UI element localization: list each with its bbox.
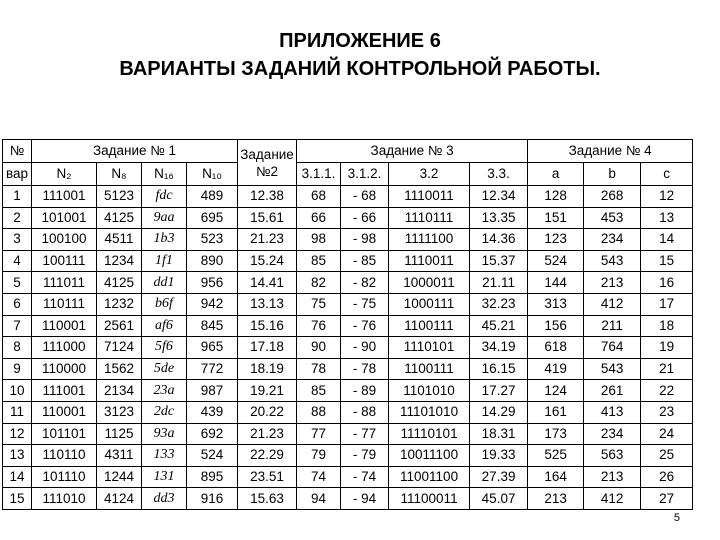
table-cell: 111001	[32, 186, 97, 208]
table-cell: 261	[584, 380, 641, 402]
header-no: №	[3, 140, 32, 163]
variant-number: 7	[3, 315, 32, 337]
header-sub: 3.3.	[470, 163, 528, 186]
table-cell: 413	[584, 401, 641, 423]
table-cell: 90	[297, 337, 341, 359]
variant-number: 13	[3, 445, 32, 467]
table-row	[3, 293, 693, 315]
table-cell: 524	[528, 250, 584, 272]
table-cell: 68	[297, 186, 341, 208]
table-cell: 1000011	[389, 272, 470, 294]
table-cell: 3123	[97, 401, 142, 423]
table-row	[3, 315, 693, 337]
table-row	[3, 358, 693, 380]
table-cell: 1244	[97, 466, 142, 488]
table-cell: 100100	[32, 229, 97, 251]
table-cell: - 66	[341, 207, 389, 229]
table-cell: 133	[142, 445, 187, 467]
table-cell: 1110011	[389, 186, 470, 208]
table-cell: 845	[187, 315, 238, 337]
variant-number: 14	[3, 466, 32, 488]
table-cell: 1100111	[389, 358, 470, 380]
variant-number: 5	[3, 272, 32, 294]
table-row	[3, 401, 693, 423]
table-cell: 965	[187, 337, 238, 359]
table-cell: 13.13	[238, 293, 297, 315]
table-cell: 1000111	[389, 293, 470, 315]
header-task4: Задание № 4	[528, 140, 693, 163]
table-cell: 88	[297, 401, 341, 423]
table-cell: 419	[528, 358, 584, 380]
table-cell: 111000	[32, 337, 97, 359]
table-cell: 5f6	[142, 337, 187, 359]
table-cell: - 77	[341, 423, 389, 445]
header-row-sub	[3, 163, 693, 186]
table-cell: 13	[641, 207, 693, 229]
table-cell: 1110111	[389, 207, 470, 229]
table-cell: 412	[584, 293, 641, 315]
table-cell: - 78	[341, 358, 389, 380]
table-cell: 123	[528, 229, 584, 251]
table-cell: 23.51	[238, 466, 297, 488]
table-cell: 942	[187, 293, 238, 315]
table-cell: - 74	[341, 466, 389, 488]
table-cell: 17.27	[470, 380, 528, 402]
table-cell: 525	[528, 445, 584, 467]
header-sub: b	[584, 163, 641, 186]
table-cell: 234	[584, 423, 641, 445]
table-cell: b6f	[142, 293, 187, 315]
table-cell: 110000	[32, 358, 97, 380]
table-cell: 11110101	[389, 423, 470, 445]
table-cell: 563	[584, 445, 641, 467]
table-cell: 213	[584, 272, 641, 294]
table-row	[3, 466, 693, 488]
table-cell: 268	[584, 186, 641, 208]
table-cell: 21.23	[238, 229, 297, 251]
table-cell: 101110	[32, 466, 97, 488]
table-row	[3, 229, 693, 251]
table-cell: 1562	[97, 358, 142, 380]
header-sub: 3.1.2.	[341, 163, 389, 186]
table-cell: 10011100	[389, 445, 470, 467]
table-cell: 25	[641, 445, 693, 467]
table-cell: - 88	[341, 401, 389, 423]
header-sub: a	[528, 163, 584, 186]
header-var: вар	[3, 163, 32, 186]
table-cell: 124	[528, 380, 584, 402]
table-cell: 27	[641, 488, 693, 510]
table-row	[3, 207, 693, 229]
table-cell: 12.34	[470, 186, 528, 208]
table-row	[3, 380, 693, 402]
table-cell: 1101010	[389, 380, 470, 402]
table-cell: 956	[187, 272, 238, 294]
table-cell: 9aa	[142, 207, 187, 229]
table-cell: 11100011	[389, 488, 470, 510]
header-sub: 3.2	[389, 163, 470, 186]
table-cell: 439	[187, 401, 238, 423]
table-cell: 45.07	[470, 488, 528, 510]
table-cell: 173	[528, 423, 584, 445]
table-cell: 4124	[97, 488, 142, 510]
table-cell: 1f1	[142, 250, 187, 272]
table-row	[3, 186, 693, 208]
table-cell: 213	[584, 466, 641, 488]
table-cell: 764	[584, 337, 641, 359]
table-cell: 4311	[97, 445, 142, 467]
table-cell: 161	[528, 401, 584, 423]
header-sub: c	[641, 163, 693, 186]
table-cell: 93a	[142, 423, 187, 445]
variants-table	[2, 139, 693, 510]
table-cell: 111010	[32, 488, 97, 510]
table-cell: 76	[297, 315, 341, 337]
table-cell: 111001	[32, 380, 97, 402]
variant-number: 9	[3, 358, 32, 380]
table-cell: - 82	[341, 272, 389, 294]
table-cell: 101101	[32, 423, 97, 445]
table-cell: 15.61	[238, 207, 297, 229]
variant-number: 2	[3, 207, 32, 229]
table-cell: 22.29	[238, 445, 297, 467]
table-cell: 24	[641, 423, 693, 445]
table-cell: - 94	[341, 488, 389, 510]
table-cell: 11101010	[389, 401, 470, 423]
table-cell: 4125	[97, 207, 142, 229]
table-cell: 128	[528, 186, 584, 208]
table-cell: 110110	[32, 445, 97, 467]
table-cell: 12	[641, 186, 693, 208]
table-cell: - 75	[341, 293, 389, 315]
table-row	[3, 272, 693, 294]
table-cell: 543	[584, 250, 641, 272]
table-cell: 15.63	[238, 488, 297, 510]
table-cell: - 79	[341, 445, 389, 467]
page-number: 5	[673, 512, 680, 524]
variant-number: 11	[3, 401, 32, 423]
table-cell: 524	[187, 445, 238, 467]
table-cell: - 98	[341, 229, 389, 251]
table-cell: 18	[641, 315, 693, 337]
variant-number: 6	[3, 293, 32, 315]
table-cell: 2dc	[142, 401, 187, 423]
table-cell: 1110101	[389, 337, 470, 359]
table-cell: 20.22	[238, 401, 297, 423]
table-cell: 15.16	[238, 315, 297, 337]
table-cell: - 90	[341, 337, 389, 359]
table-cell: 79	[297, 445, 341, 467]
table-cell: 772	[187, 358, 238, 380]
variant-number: 3	[3, 229, 32, 251]
table-cell: 16	[641, 272, 693, 294]
table-cell: dd3	[142, 488, 187, 510]
variant-number: 4	[3, 250, 32, 272]
table-cell: 19.21	[238, 380, 297, 402]
table-cell: 916	[187, 488, 238, 510]
table-cell: 1110011	[389, 250, 470, 272]
table-cell: 45.21	[470, 315, 528, 337]
table-cell: 1234	[97, 250, 142, 272]
table-cell: 890	[187, 250, 238, 272]
header-task1: Задание № 1	[32, 140, 238, 163]
appendix-title: ПРИЛОЖЕНИЕ 6	[279, 30, 441, 52]
table-cell: 213	[528, 488, 584, 510]
table-cell: 164	[528, 466, 584, 488]
section-title: ВАРИАНТЫ ЗАДАНИЙ КОНТРОЛЬНОЙ РАБОТЫ.	[119, 58, 601, 80]
table-cell: 21	[641, 358, 693, 380]
variant-number: 8	[3, 337, 32, 359]
table-cell: 412	[584, 488, 641, 510]
table-cell: 543	[584, 358, 641, 380]
table-cell: 987	[187, 380, 238, 402]
table-cell: 211	[584, 315, 641, 337]
table-cell: 34.19	[470, 337, 528, 359]
table-cell: 14.29	[470, 401, 528, 423]
table-cell: 16.15	[470, 358, 528, 380]
table-cell: - 89	[341, 380, 389, 402]
table-cell: 151	[528, 207, 584, 229]
table-cell: 21.11	[470, 272, 528, 294]
header-sub: 3.1.1.	[297, 163, 341, 186]
table-cell: 17	[641, 293, 693, 315]
table-cell: 66	[297, 207, 341, 229]
table-cell: 1b3	[142, 229, 187, 251]
table-cell: 21.23	[238, 423, 297, 445]
variant-number: 10	[3, 380, 32, 402]
table-cell: 692	[187, 423, 238, 445]
table-cell: 12.38	[238, 186, 297, 208]
table-cell: 7124	[97, 337, 142, 359]
table-cell: 23a	[142, 380, 187, 402]
table-cell: 144	[528, 272, 584, 294]
table-cell: 1125	[97, 423, 142, 445]
table-cell: 15.37	[470, 250, 528, 272]
table-cell: 110001	[32, 401, 97, 423]
table-row	[3, 445, 693, 467]
table-cell: 75	[297, 293, 341, 315]
table-cell: 110001	[32, 315, 97, 337]
variant-number: 1	[3, 186, 32, 208]
table-cell: 453	[584, 207, 641, 229]
table-cell: 19.33	[470, 445, 528, 467]
header-sub: N₁₆	[142, 163, 187, 186]
table-cell: 489	[187, 186, 238, 208]
table-cell: 14	[641, 229, 693, 251]
table-cell: 14.41	[238, 272, 297, 294]
table-cell: 17.18	[238, 337, 297, 359]
table-cell: 695	[187, 207, 238, 229]
table-cell: 85	[297, 250, 341, 272]
table-cell: 78	[297, 358, 341, 380]
table-cell: 523	[187, 229, 238, 251]
table-cell: 22	[641, 380, 693, 402]
table-cell: 85	[297, 380, 341, 402]
table-cell: 618	[528, 337, 584, 359]
table-cell: af6	[142, 315, 187, 337]
header-task3: Задание № 3	[297, 140, 528, 163]
table-cell: 895	[187, 466, 238, 488]
table-row	[3, 250, 693, 272]
table-cell: 14.36	[470, 229, 528, 251]
table-cell: - 76	[341, 315, 389, 337]
table-cell: 111011	[32, 272, 97, 294]
table-cell: 100111	[32, 250, 97, 272]
table-cell: 156	[528, 315, 584, 337]
table-cell: 1232	[97, 293, 142, 315]
table-cell: 234	[584, 229, 641, 251]
table-cell: 15	[641, 250, 693, 272]
table-cell: 1100111	[389, 315, 470, 337]
table-cell: 18.19	[238, 358, 297, 380]
table-cell: 77	[297, 423, 341, 445]
table-cell: 1111100	[389, 229, 470, 251]
header-row-top	[3, 140, 693, 163]
header-sub: N₈	[97, 163, 142, 186]
variant-number: 12	[3, 423, 32, 445]
table-cell: 2134	[97, 380, 142, 402]
table-row	[3, 488, 693, 510]
table-cell: 101001	[32, 207, 97, 229]
table-cell: 32.23	[470, 293, 528, 315]
table-cell: 26	[641, 466, 693, 488]
table-cell: 27.39	[470, 466, 528, 488]
header-task2: Задание №2	[238, 140, 297, 186]
table-cell: 94	[297, 488, 341, 510]
table-row	[3, 423, 693, 445]
table-cell: 19	[641, 337, 693, 359]
table-cell: - 85	[341, 250, 389, 272]
table-cell: 313	[528, 293, 584, 315]
table-cell: 15.24	[238, 250, 297, 272]
table-cell: 5de	[142, 358, 187, 380]
table-cell: 23	[641, 401, 693, 423]
table-cell: 5123	[97, 186, 142, 208]
table-cell: - 68	[341, 186, 389, 208]
table-cell: 2561	[97, 315, 142, 337]
table-cell: 74	[297, 466, 341, 488]
table-cell: 4125	[97, 272, 142, 294]
table-cell: 98	[297, 229, 341, 251]
table-cell: 131	[142, 466, 187, 488]
table-cell: 13.35	[470, 207, 528, 229]
table-cell: 4511	[97, 229, 142, 251]
table-cell: 18.31	[470, 423, 528, 445]
table-cell: 11001100	[389, 466, 470, 488]
table-row	[3, 337, 693, 359]
header-sub: N₁₀	[187, 163, 238, 186]
header-sub: N₂	[32, 163, 97, 186]
table-cell: dd1	[142, 272, 187, 294]
table-cell: 110111	[32, 293, 97, 315]
table-cell: 82	[297, 272, 341, 294]
table-cell: fdc	[142, 186, 187, 208]
variant-number: 15	[3, 488, 32, 510]
